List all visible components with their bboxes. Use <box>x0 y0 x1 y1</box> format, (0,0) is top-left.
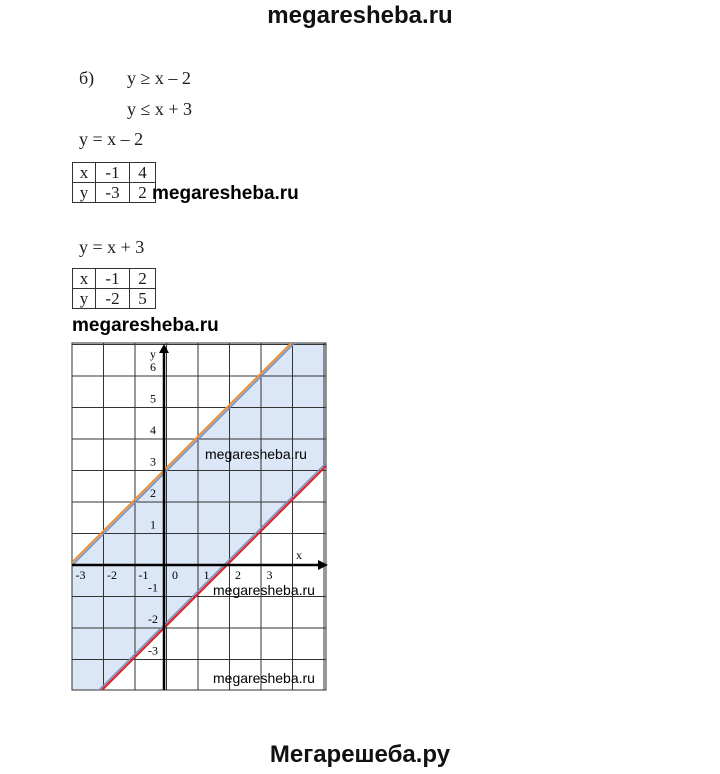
y-tick-label: 2 <box>150 486 156 500</box>
x-tick-label: 0 <box>172 568 178 582</box>
watermark: megaresheba.ru <box>213 582 315 598</box>
y-tick-label: 3 <box>150 454 156 469</box>
y-tick-label: 4 <box>150 423 156 437</box>
inequality-2: y ≤ x + 3 <box>127 99 193 119</box>
y-axis-arrow <box>159 344 169 353</box>
y-tick-label: -2 <box>148 612 158 626</box>
table-cell: 2 <box>130 183 156 203</box>
problem-label: б) <box>79 68 95 88</box>
watermark: megaresheba.ru <box>213 670 315 686</box>
table-header-x: x <box>73 269 96 289</box>
table-cell: -1 <box>96 269 130 289</box>
y-tick-label: 6 <box>150 360 156 374</box>
equation-line-2: y = x + 3 <box>79 237 145 257</box>
x-tick-label: 3 <box>266 568 273 582</box>
y-tick-label: -1 <box>148 580 158 595</box>
x-tick-label: 2 <box>235 568 241 582</box>
table-header-x: x <box>73 163 96 183</box>
y-axis-label: y <box>150 347 156 361</box>
table-header-y: y <box>73 289 96 309</box>
watermark: megaresheba.ru <box>205 446 307 462</box>
table-cell: 5 <box>130 289 156 309</box>
inequality-1: y ≥ x – 2 <box>127 68 191 88</box>
y-tick-label: -3 <box>148 643 158 658</box>
table-header-y: y <box>73 183 96 203</box>
x-axis-label: x <box>296 548 302 562</box>
x-tick-label: -2 <box>107 568 117 582</box>
site-header[interactable]: megaresheba.ru <box>267 2 453 29</box>
y-tick-label: 5 <box>150 391 156 406</box>
table-cell: -1 <box>96 163 130 183</box>
table-cell: 2 <box>130 269 156 289</box>
y-tick-label: 1 <box>150 517 156 532</box>
table-cell: -2 <box>96 289 130 309</box>
table-cell: 4 <box>130 163 156 183</box>
watermark: megaresheba.ru <box>72 315 219 336</box>
x-tick-label: 1 <box>203 568 210 582</box>
x-tick-label: -3 <box>75 568 86 582</box>
site-footer[interactable]: Мегарешеба.ру <box>269 741 451 768</box>
watermark: megaresheba.ru <box>152 183 299 204</box>
x-tick-label: -1 <box>138 568 149 582</box>
equation-line-1: y = x – 2 <box>79 129 144 149</box>
table-cell: -3 <box>96 183 130 203</box>
